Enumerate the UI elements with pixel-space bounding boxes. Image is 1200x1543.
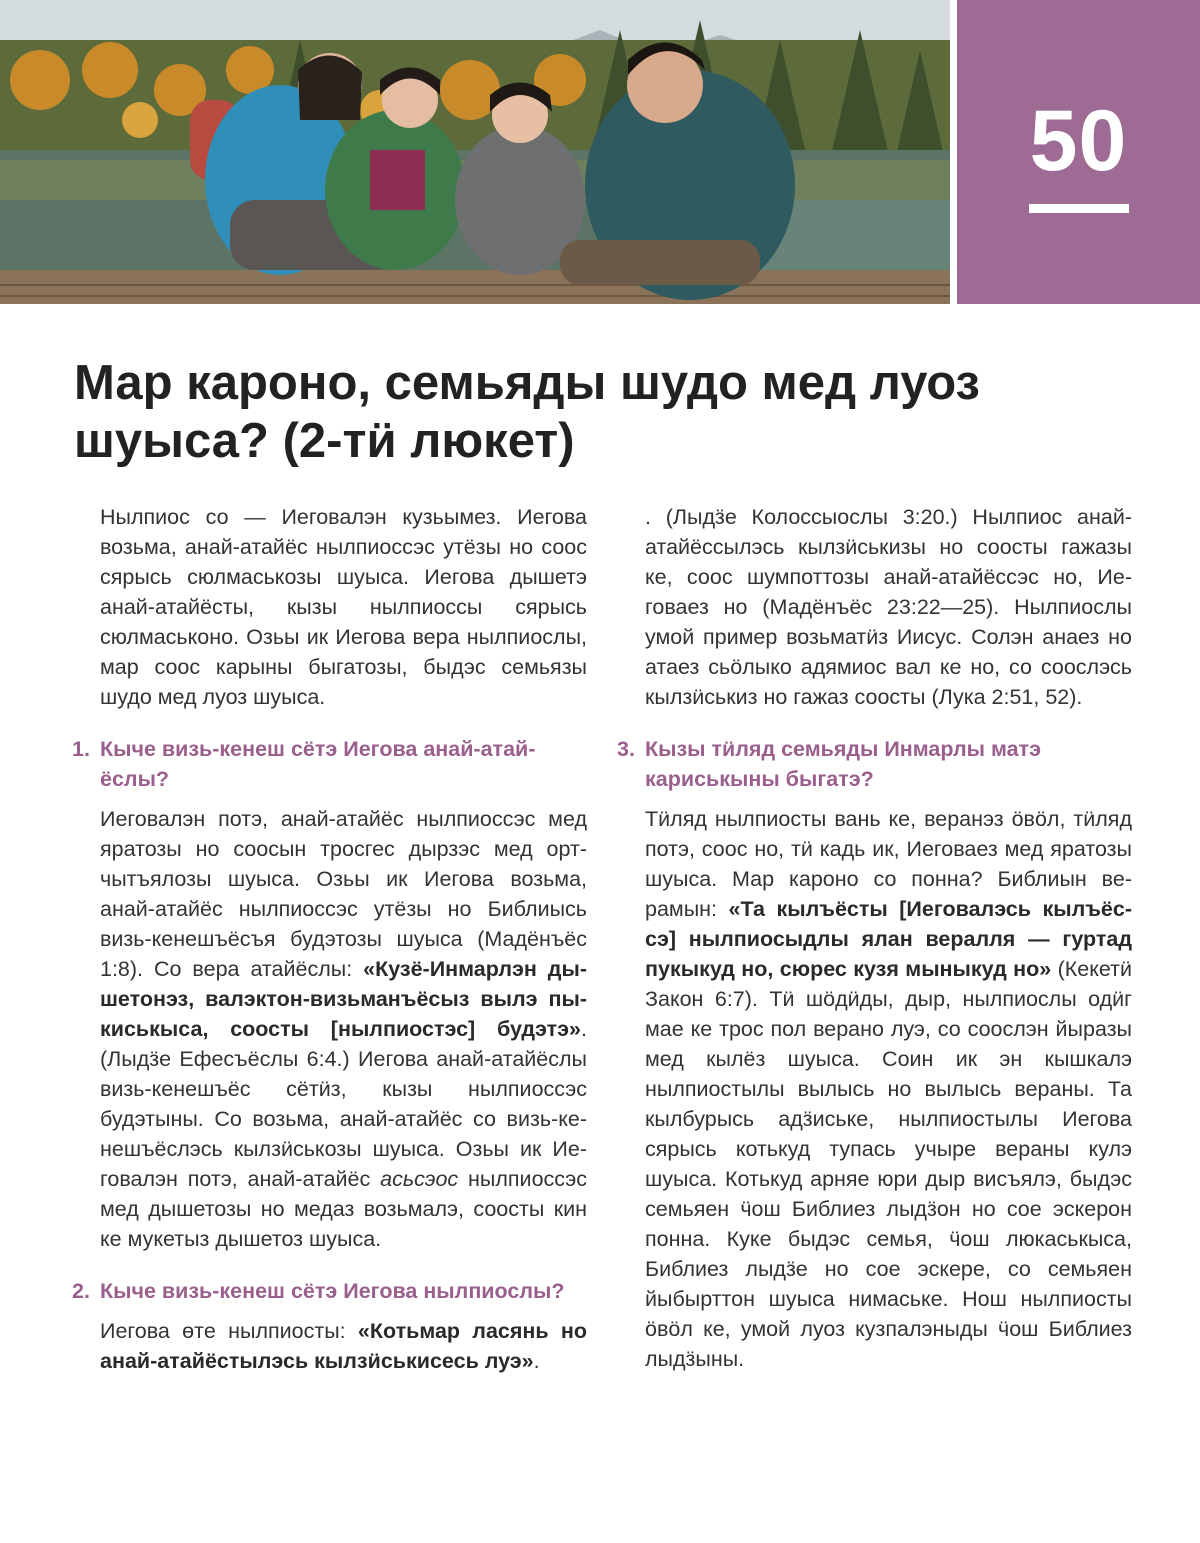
question-3-heading [617, 734, 1132, 794]
answer-1-quote: «Кузё-Инмарлэн дышетонэз, валэктон-визьманъёсыз вылэ пыкиськыса, соосты [нылпиостэс] будэтэ» [100, 957, 587, 1041]
answer-1-emphasis: асьсэос [380, 1167, 459, 1191]
question-2-number: 2. [72, 1279, 90, 1303]
family-photo-illustration [0, 0, 950, 304]
lesson-number: 50 [1029, 93, 1128, 189]
question-3-text: Кызы тӥляд семьяды Инмарлы матэ кариськыны быгатэ? [645, 737, 1041, 791]
question-1-heading [72, 734, 587, 794]
question-1-number: 1. [72, 737, 90, 761]
lesson-number-box [957, 0, 1200, 304]
answer-1-text-c: нылпиоссэс мед дышетозы но медаз возьмалэ, соосты кин ке мукетыз дышетоз шуыса. [100, 1167, 587, 1251]
answer-1-paragraph [72, 804, 587, 1254]
answer-2-paragraph-start: Иегова өтe нылпиосты: «Котьмар ласянь но анай-атайёстылэсь кылзӥськисесь луэ». [100, 1319, 587, 1373]
left-column [72, 502, 587, 1376]
hero-photo [0, 0, 950, 304]
answer-3-text-a: Тӥляд нылпиосты вань ке, веранэз ӧвӧл, тӥляд потэ, соос но, тӥ кадь ик, Иеговаез мед яратозы шуыса. Мар кароно со понна? Библиын верамын: [645, 807, 1132, 921]
intro-paragraph: Нылпиос со — Иеговалэн кузьымез. Иегова возьма, анай-атайёс нылпиоссэс утёзы но сооc сярысь сюлмаськозы шуыса. Иегова дышетэ анай-атайёсты, кызы нылпиоссы сярысь сюлмаськоно. Озьы ик Иегова вера нылпиослы, мар соос карыны быгатозы, быдэс семьязы шудо мед луоз шуыса. [100, 505, 587, 709]
answer-2-quote: «Котьмар ласянь но анай-атайёстылэсь кылзӥськисесь луэ» [100, 1319, 587, 1373]
question-3-number: 3. [617, 737, 635, 761]
question-2-text: Кыче визь-кенеш сётэ Иегова нылпиослы? [100, 1279, 565, 1303]
answer-2-text-a: Иегова өтe нылпиосты: [100, 1319, 358, 1343]
question-2-heading [72, 1276, 587, 1306]
answer-1-text-b: . (Лыдӟе Ефесъёслы 6:4.) Иегова анай-атайёслы визь-кенешъёс сётӥз, кызы нылпиоссэс будэтыны. Со возьма, анай-атайёс со визь-кенешъёслэсь кылзӥськозы шуыса. Озьы ик Иеговалэн потэ, анай-атайёс [100, 1017, 587, 1191]
answer-3-paragraph [617, 804, 1132, 1374]
answer-2-paragraph-continued: . (Лыдӟе Колоссыослы 3:20.) Нылпиос анай-атайёссылэсь кылзӥськизы но соосты гажазы ке, соос шумпоттозы анай-атайёссэс но, Иеговаез но (Мадёнъёс 23:22—25). Нылпиослы умой пример возьматӥз Иисус. Солэн анаез но атаез сьӧлыко адямиос вал ке но, со сооcлэсь кылзӥськиз но гажаз соосты (Лука 2:51, 52). [645, 505, 1132, 709]
question-1-text: Кыче визь-кенеш сётэ Иегова анай-атайёслы? [100, 737, 536, 791]
page-title: Мар кароно, семьяды шудо мед луоз шуыса? (2-тӥ люкет) [74, 356, 980, 468]
answer-3-text-b: (Кекетӥ Закон 6:7). Тӥ шӧдӥды, дыр, нылпиослы одӥг мае ке трос пол верано луэ, со сооcлэн йыразы мед кылёз шуыса. Соин ик эн кышкалэ нылпиостылы вылысь но вылысь вераны. Та кылбурысь адӟиське, нылпиостылы Иегова сярысь котькуд тупась учыре вераны кулэ шуыса. Котькуд арняе юри дыр висъялэ, быдэс семьяен ӵош Библиез лыдӟон но сое эскерон понна. Куке быдэс семья, ӵош люкаськыса, Библиез лыдӟе но сое эскере, со семьяен йыбырттон шуыса нимаське. Нош нылпиосты ӧвӧл ке, умой луоз кузпалэныды ӵош Библиез лыдӟыны. [645, 957, 1132, 1371]
answer-1-text-a: Иеговалэн потэ, анай-атайёс нылпиоссэс мед яратозы но соосын тросгес дырзэс мед ортчытъялозы шуыса. Озьы ик Иегова возьма, анай-атайёс нылпиоссэс утёзы но Библиысь визь-кенешъёсъя будэтозы шуыса (Мадёнъёс 1:8). Со вера атайёслы: [100, 807, 587, 981]
right-column [617, 502, 1132, 1374]
answer-3-quote: «Та кылъёсты [Иеговалэсь кылъёссэ] нылпиосыдлы ялан вералля — гуртад пукыкуд но, сюрес кузя мыныкуд но» [645, 897, 1132, 981]
lesson-number-underline [1029, 204, 1129, 213]
